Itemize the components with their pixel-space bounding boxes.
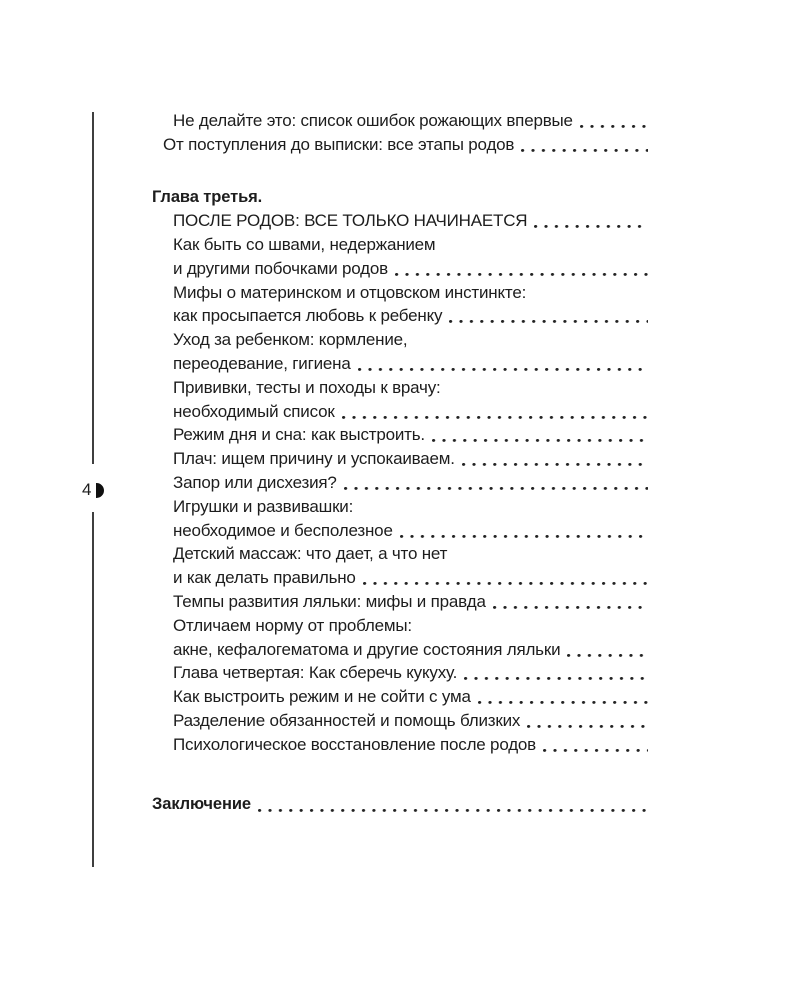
toc-entry-row: [173, 709, 648, 733]
margin-rule-bottom: [92, 512, 94, 867]
toc-entry-text: необходимое и бесполезное: [173, 520, 393, 540]
toc-entry-text: ПОСЛЕ РОДОВ: ВСЕ ТОЛЬКО НАЧИНАЕТСЯ: [173, 211, 528, 231]
toc-entry-text: Игрушки и развивашки:: [173, 496, 354, 516]
toc-entry-text: Как выстроить режим и не сойти с ума: [173, 687, 471, 707]
toc-entry-row: [173, 233, 648, 257]
dot-leader: [462, 447, 648, 471]
toc-entry-text: Глава третья.: [152, 187, 263, 206]
toc-entry-text: Психологическое восстановление после родов: [173, 734, 537, 754]
toc-entry-row: [173, 614, 648, 638]
dot-leader: [344, 471, 648, 495]
page-number: 4: [82, 480, 92, 499]
margin-rule-top: [92, 112, 94, 464]
toc-entry-row: [173, 400, 648, 424]
toc-entry-text: Прививки, тесты и походы к врачу:: [173, 377, 441, 397]
toc-section-gap: [152, 757, 648, 793]
toc-entry-row: [173, 209, 648, 233]
toc-chapter-row: [152, 793, 648, 817]
dot-leader: [567, 638, 648, 662]
toc-entry-row: [173, 638, 648, 662]
table-of-contents: [152, 109, 648, 817]
toc-entry-row: [173, 733, 648, 757]
dot-leader: [258, 793, 648, 817]
dot-leader: [478, 685, 648, 709]
toc-entry-row: [173, 352, 648, 376]
toc-entry-row: [173, 543, 648, 567]
toc-entry-row: [173, 281, 648, 305]
toc-entry-text: необходимый список: [173, 401, 335, 421]
dot-leader: [358, 352, 648, 376]
dot-leader: [521, 133, 648, 157]
toc-section-gap: [152, 157, 648, 186]
toc-entry-text: Отличаем норму от проблемы:: [173, 615, 412, 635]
toc-entry-row: [163, 133, 648, 157]
toc-entry-text: От поступления до выписки: все этапы родов: [163, 134, 515, 154]
toc-entry-row: [173, 685, 648, 709]
toc-entry-text: Глава четвертая: Как сберечь кукуху.: [173, 663, 458, 683]
toc-entry-text: акне, кефалогематома и другие состояния ляльки: [173, 639, 561, 659]
toc-entry-row: [173, 376, 648, 400]
dot-leader: [534, 209, 648, 233]
toc-entry-text: Разделение обязанностей и помощь близких: [173, 711, 521, 731]
toc-entry-row: [173, 519, 648, 543]
dot-leader: [527, 709, 648, 733]
toc-entry-text: Мифы о материнском и отцовском инстинкте:: [173, 282, 527, 302]
toc-entry-row: [173, 424, 648, 448]
toc-entry-text: Темпы развития ляльки: мифы и правда: [173, 592, 486, 612]
toc-entry-text: переодевание, гигиена: [173, 354, 351, 374]
dot-leader: [464, 662, 648, 686]
dot-leader: [432, 424, 648, 448]
toc-entry-text: как просыпается любовь к ребенку: [173, 306, 443, 326]
toc-entry-text: Уход за ребенком: кормление,: [173, 330, 408, 350]
toc-entry-text: Как быть со швами, недержанием: [173, 235, 436, 255]
dot-leader: [543, 733, 648, 757]
toc-entry-row: [173, 447, 648, 471]
toc-entry-row: [173, 305, 648, 329]
dot-leader: [395, 257, 648, 281]
toc-entry-row: [173, 328, 648, 352]
toc-entry-row: [173, 471, 648, 495]
toc-entry-row: [173, 662, 648, 686]
dot-leader: [493, 590, 648, 614]
toc-entry-text: Не делайте это: список ошибок рожающих впервые: [173, 110, 573, 130]
toc-entry-row: [173, 109, 648, 133]
dot-leader: [449, 305, 648, 329]
toc-entry-text: и как делать правильно: [173, 568, 356, 588]
toc-chapter-row: [152, 186, 648, 210]
dot-leader: [342, 400, 648, 424]
toc-entry-row: [173, 566, 648, 590]
right-half-circle-icon: [96, 483, 104, 498]
toc-entry-text: Плач: ищем причину и успокаиваем.: [173, 449, 455, 469]
toc-entry-text: и другими побочками родов: [173, 258, 388, 278]
toc-entry-text: Детский массаж: что дает, а что нет: [173, 544, 448, 564]
dot-leader: [580, 109, 648, 133]
toc-entry-text: Запор или дисхезия?: [173, 473, 337, 493]
toc-entry-row: [173, 495, 648, 519]
toc-entry-row: [173, 257, 648, 281]
toc-entry-row: [173, 590, 648, 614]
dot-leader: [363, 566, 648, 590]
toc-entry-text: Режим дня и сна: как выстроить.: [173, 425, 425, 445]
dot-leader: [400, 519, 648, 543]
page-marker: [82, 481, 104, 499]
toc-entry-text: Заключение: [152, 795, 251, 814]
